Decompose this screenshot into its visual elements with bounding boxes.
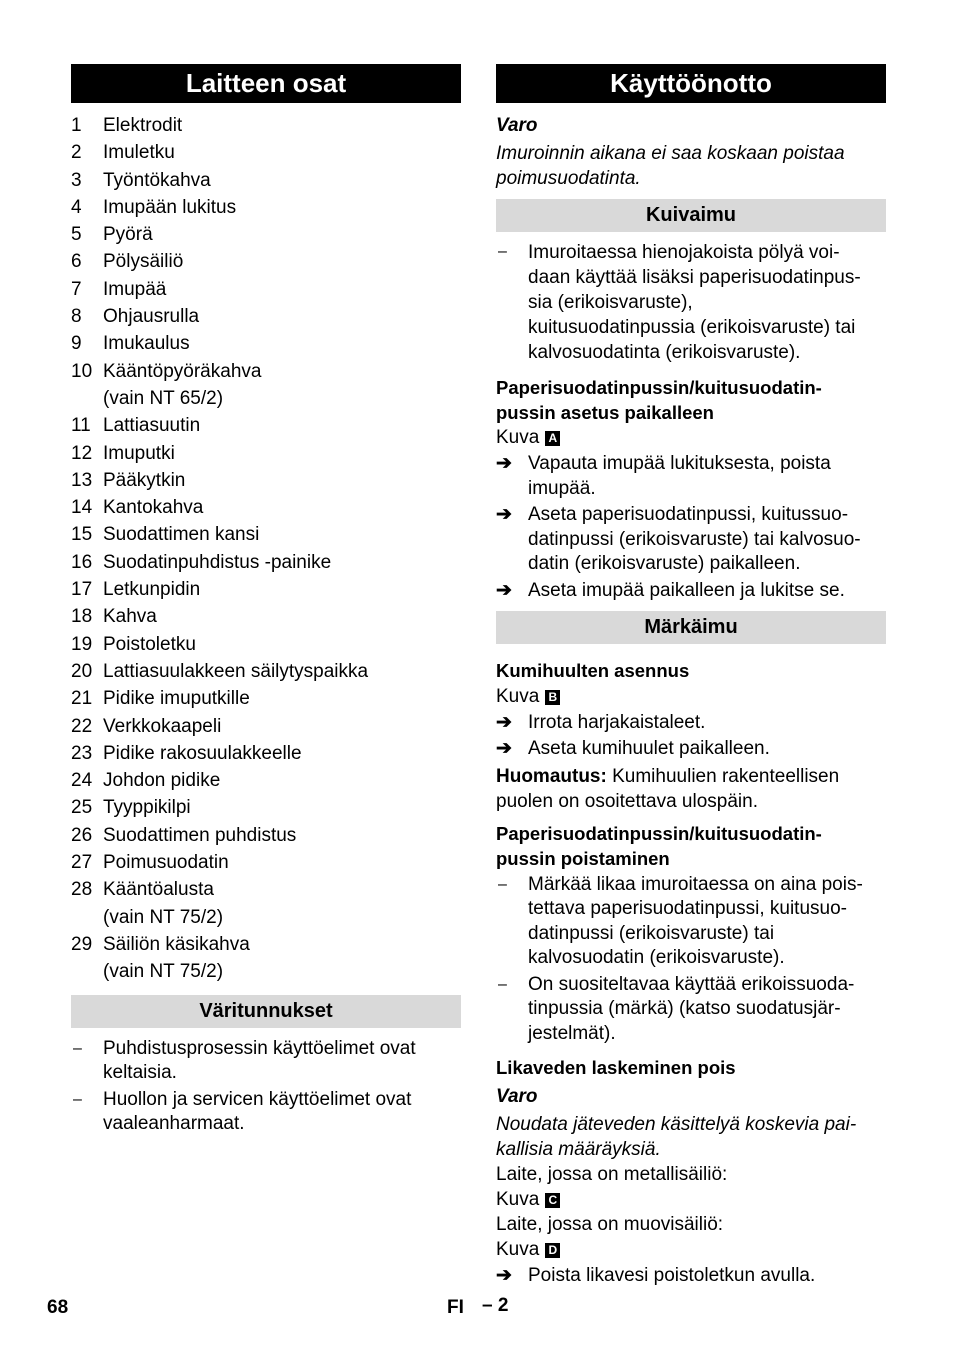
- text-line: Imuroitaessa hienojakoista pölyä voi-: [528, 242, 840, 263]
- step-item: [496, 737, 886, 762]
- item-label: Poistoletku: [103, 633, 196, 655]
- page-sub-number: – 2: [482, 1295, 509, 1316]
- item-number: 6: [71, 251, 82, 273]
- item-number: 20: [71, 660, 93, 682]
- list-item: [71, 385, 461, 412]
- item-number: [71, 904, 103, 931]
- metal-tank-text: Laite, jossa on metallisäiliö:: [496, 1163, 728, 1185]
- list-item: [71, 358, 461, 385]
- figure-ref-c: [496, 1187, 886, 1212]
- dash-list-item: [71, 1037, 461, 1086]
- item-number: 9: [71, 333, 82, 355]
- list-item: [71, 412, 461, 439]
- list-item: [71, 139, 461, 166]
- text-line: Irrota harjakaistaleet.: [528, 711, 706, 733]
- list-item: [71, 248, 461, 275]
- list-item: [71, 794, 461, 821]
- list-item: [71, 494, 461, 521]
- figure-ref-a: [496, 425, 886, 450]
- item-number: [71, 958, 103, 985]
- arrow-icon: ➔: [496, 504, 512, 525]
- dash-list-item: [496, 973, 886, 1047]
- list-item: [71, 221, 461, 248]
- list-item: [71, 194, 461, 221]
- figure-word: Kuva: [496, 1188, 540, 1210]
- step-item: [496, 503, 886, 577]
- item-label: (vain NT 75/2): [103, 961, 224, 983]
- arrow-icon: ➔: [496, 1264, 512, 1286]
- item-label: Kääntöpyöräkahva: [103, 360, 262, 382]
- color-codes-list: [71, 1037, 461, 1137]
- item-label: Kahva: [103, 606, 157, 628]
- text-line: keltaisia.: [103, 1062, 177, 1083]
- note-text-line-2: puolen on osoitettava ulospäin.: [496, 790, 758, 812]
- item-number: 13: [71, 469, 93, 491]
- item-number: 24: [71, 770, 93, 792]
- text-line: tettava paperisuodatinpussi, kuitusuo-: [528, 898, 847, 919]
- list-item: [71, 167, 461, 194]
- list-item: [71, 521, 461, 548]
- dash-list-item: [496, 873, 886, 971]
- item-number: 26: [71, 824, 93, 846]
- text-line: Huollon ja servicen käyttöelimet ovat: [103, 1088, 412, 1110]
- item-number: 28: [71, 879, 93, 901]
- list-item: [71, 576, 461, 603]
- section-title-device-parts: Laitteen osat: [71, 64, 461, 103]
- remove-filter-items: [496, 873, 886, 1047]
- item-label: Poimusuodatin: [103, 852, 229, 874]
- text-line: On suositeltavaa käyttää erikoissuoda-: [528, 973, 855, 995]
- list-item: [71, 958, 461, 985]
- item-label: Elektrodit: [103, 115, 183, 136]
- text-line: Puhdistusprosessin käyttöelimet ovat: [103, 1037, 416, 1059]
- item-number: 19: [71, 633, 93, 655]
- item-text: [528, 873, 863, 971]
- text-line: kallisia määräyksiä.: [496, 1138, 661, 1160]
- item-label: Lattiasuutin: [103, 415, 201, 437]
- dash-list-item: [71, 1088, 461, 1137]
- item-number: 1: [71, 115, 82, 136]
- item-label: Suodatinpuhdistus -painike: [103, 551, 332, 573]
- insert-filter-heading: [496, 375, 886, 425]
- text-line: Vapauta imupää lukituksesta, poista: [528, 453, 831, 474]
- list-item: [71, 904, 461, 931]
- arrow-icon: ➔: [496, 579, 512, 601]
- text-line: datinpussi (erikoisvaruste) tai: [528, 922, 775, 944]
- list-item: [71, 603, 461, 630]
- text-line: Paperisuodatinpussin/kuitusuodatin-: [496, 377, 822, 398]
- item-label: Työntökahva: [103, 169, 211, 191]
- section-title-wet-vacuuming: Märkäimu: [496, 611, 886, 644]
- step-text: [528, 579, 845, 604]
- text-line: kuitusuodatinpussia (erikoisvaruste) tai: [528, 317, 856, 338]
- item-label: Pidike rakosuulakkeelle: [103, 742, 302, 764]
- text-line: daan käyttää lisäksi paperisuodatinpus-: [528, 267, 861, 288]
- item-number: 27: [71, 852, 93, 874]
- text-line: Imuroinnin aikana ei saa koskaan poistaa: [496, 143, 845, 164]
- text-line: Paperisuodatinpussin/kuitusuodatin-: [496, 822, 822, 844]
- item-label: Säiliön käsikahva: [103, 933, 250, 955]
- dry-vacuuming-text: [528, 240, 861, 365]
- text-line: Aseta kumihuulet paikalleen.: [528, 738, 770, 759]
- figure-c-icon: C: [545, 1193, 560, 1208]
- item-number: 3: [71, 169, 82, 191]
- text-line: Aseta paperisuodatinpussi, kuitussuo-: [528, 504, 849, 525]
- remove-filter-heading: [496, 821, 886, 871]
- item-number: 2: [71, 142, 82, 164]
- arrow-icon: ➔: [496, 453, 512, 474]
- drain-caution-text: [496, 1112, 886, 1162]
- item-label: Letkunpidin: [103, 579, 201, 601]
- dash-bullet: –: [498, 975, 507, 993]
- item-text: [103, 1037, 416, 1086]
- section-title-color-codes: Väritunnukset: [71, 995, 461, 1028]
- step-item: [496, 452, 886, 501]
- text-line: tinpussia (märkä) (katso suodatusjär-: [528, 998, 841, 1019]
- plastic-tank-text: Laite, jossa on muovisäiliö:: [496, 1213, 724, 1235]
- list-item: [71, 658, 461, 685]
- list-item: [71, 549, 461, 576]
- item-number: 21: [71, 688, 93, 710]
- item-label: Suodattimen kansi: [103, 524, 260, 546]
- dash-bullet: –: [73, 1090, 82, 1108]
- list-item: [71, 685, 461, 712]
- figure-a-icon: A: [545, 431, 560, 446]
- item-label: Imupään lukitus: [103, 196, 237, 218]
- section-title-startup: Käyttöönotto: [496, 64, 886, 103]
- text-line: Aseta imupää paikalleen ja lukitse se.: [528, 579, 845, 601]
- figure-word: Kuva: [496, 685, 540, 707]
- text-line: sia (erikoisvaruste),: [528, 292, 693, 313]
- item-text: [528, 973, 854, 1047]
- item-number: 10: [71, 360, 93, 382]
- note-text: Kumihuulien rakenteellisen: [606, 765, 840, 787]
- item-label: Kantokahva: [103, 497, 204, 519]
- item-number: 25: [71, 797, 93, 819]
- item-label: Pölysäiliö: [103, 251, 184, 273]
- figure-ref-b: [496, 684, 886, 709]
- item-number: 14: [71, 497, 93, 519]
- insert-filter-steps: [496, 452, 886, 603]
- item-label: Pyörä: [103, 224, 153, 246]
- drain-heading: Likaveden laskeminen pois: [496, 1057, 736, 1078]
- step-text: [528, 711, 705, 736]
- text-line: pussin asetus paikalleen: [496, 402, 714, 423]
- list-item: [71, 713, 461, 740]
- figure-ref-d: [496, 1237, 886, 1262]
- item-number: 16: [71, 551, 93, 573]
- list-item: [71, 330, 461, 357]
- list-item: [71, 931, 461, 958]
- figure-d-icon: D: [545, 1243, 560, 1258]
- rubber-lips-heading: Kumihuulten asennus: [496, 660, 690, 681]
- left-column: [71, 64, 461, 1137]
- item-number: 12: [71, 442, 93, 464]
- arrow-icon: ➔: [496, 711, 512, 733]
- drain-caution-label: Varo: [496, 1085, 538, 1107]
- figure-b-icon: B: [545, 690, 560, 705]
- step-item: [496, 711, 886, 736]
- dash-bullet: –: [498, 875, 507, 893]
- text-line: jestelmät).: [528, 1022, 616, 1044]
- list-item: [71, 822, 461, 849]
- right-column: [496, 64, 886, 1288]
- item-number: 5: [71, 224, 82, 246]
- figure-word: Kuva: [496, 427, 540, 448]
- item-number: 23: [71, 742, 93, 764]
- text-line: Märkää likaa imuroitaessa on aina pois-: [528, 873, 863, 895]
- text-line: imupää.: [528, 477, 596, 499]
- caution-text: [496, 141, 886, 191]
- dash-bullet: –: [498, 243, 507, 260]
- item-label: Imukaulus: [103, 333, 190, 355]
- item-number: 17: [71, 579, 93, 601]
- section-title-dry-vacuuming: Kuivaimu: [496, 199, 886, 232]
- list-item: [71, 467, 461, 494]
- item-number: 18: [71, 606, 93, 628]
- step-text: [528, 737, 770, 762]
- item-label: Pidike imuputkille: [103, 688, 250, 710]
- item-label: Suodattimen puhdistus: [103, 824, 297, 846]
- list-item: [71, 440, 461, 467]
- item-label: Lattiasuulakkeen säilytyspaikka: [103, 660, 369, 682]
- text-line: datin (erikoisvaruste) paikalleen.: [528, 553, 801, 574]
- text-line: kalvosuodatinta (erikoisvaruste).: [528, 342, 801, 363]
- caution-label: Varo: [496, 115, 538, 136]
- text-line: Noudata jäteveden käsittelyä koskevia pai-: [496, 1113, 857, 1135]
- item-number: 7: [71, 278, 82, 300]
- item-label: (vain NT 75/2): [103, 906, 224, 928]
- item-label: Ohjausrulla: [103, 306, 200, 328]
- list-item: [71, 876, 461, 903]
- item-label: Tyyppikilpi: [103, 797, 191, 819]
- item-number: 4: [71, 196, 82, 218]
- text-line: kalvosuodatin (erikoisvaruste).: [528, 947, 785, 968]
- item-label: Imupää: [103, 278, 167, 300]
- note-paragraph: [496, 764, 886, 789]
- step-item: [496, 579, 886, 604]
- arrow-icon: ➔: [496, 738, 512, 759]
- item-label: Pääkytkin: [103, 469, 186, 491]
- item-number: 8: [71, 306, 82, 328]
- item-label: Imuputki: [103, 442, 175, 464]
- list-item: [71, 767, 461, 794]
- item-label: Verkkokaapeli: [103, 715, 222, 737]
- item-text: [103, 1088, 411, 1137]
- language-code: FI: [447, 1297, 464, 1318]
- item-number: 15: [71, 524, 93, 546]
- figure-word: Kuva: [496, 1238, 540, 1260]
- item-label: Johdon pidike: [103, 770, 221, 792]
- item-number: [71, 385, 103, 412]
- drain-step: [496, 1264, 886, 1289]
- dash-bullet: –: [73, 1039, 82, 1057]
- item-label: Imuletku: [103, 142, 175, 164]
- list-item: [71, 849, 461, 876]
- text-line: pussin poistaminen: [496, 847, 670, 869]
- list-item: [71, 112, 461, 139]
- list-item: [71, 740, 461, 767]
- item-label: (vain NT 65/2): [103, 387, 224, 409]
- list-item: [71, 303, 461, 330]
- drain-step-text: Poista likavesi poistoletkun avulla.: [528, 1264, 816, 1286]
- item-label: Kääntöalusta: [103, 879, 214, 901]
- rubber-lips-steps: [496, 711, 886, 762]
- note-label: Huomautus:: [496, 765, 607, 787]
- item-number: 29: [71, 933, 93, 955]
- list-item: [71, 631, 461, 658]
- text-line: poimusuodatintа.: [496, 168, 641, 189]
- step-text: [528, 503, 861, 577]
- dry-vacuuming-item: [496, 240, 886, 365]
- text-line: vaaleanharmaat.: [103, 1113, 245, 1134]
- parts-list: [71, 112, 461, 986]
- item-number: 11: [71, 415, 91, 437]
- step-text: [528, 452, 831, 501]
- page-number: 68: [47, 1297, 69, 1318]
- list-item: [71, 276, 461, 303]
- item-number: 22: [71, 715, 93, 737]
- text-line: datinpussi (erikoisvaruste) tai kalvosuo-: [528, 528, 861, 550]
